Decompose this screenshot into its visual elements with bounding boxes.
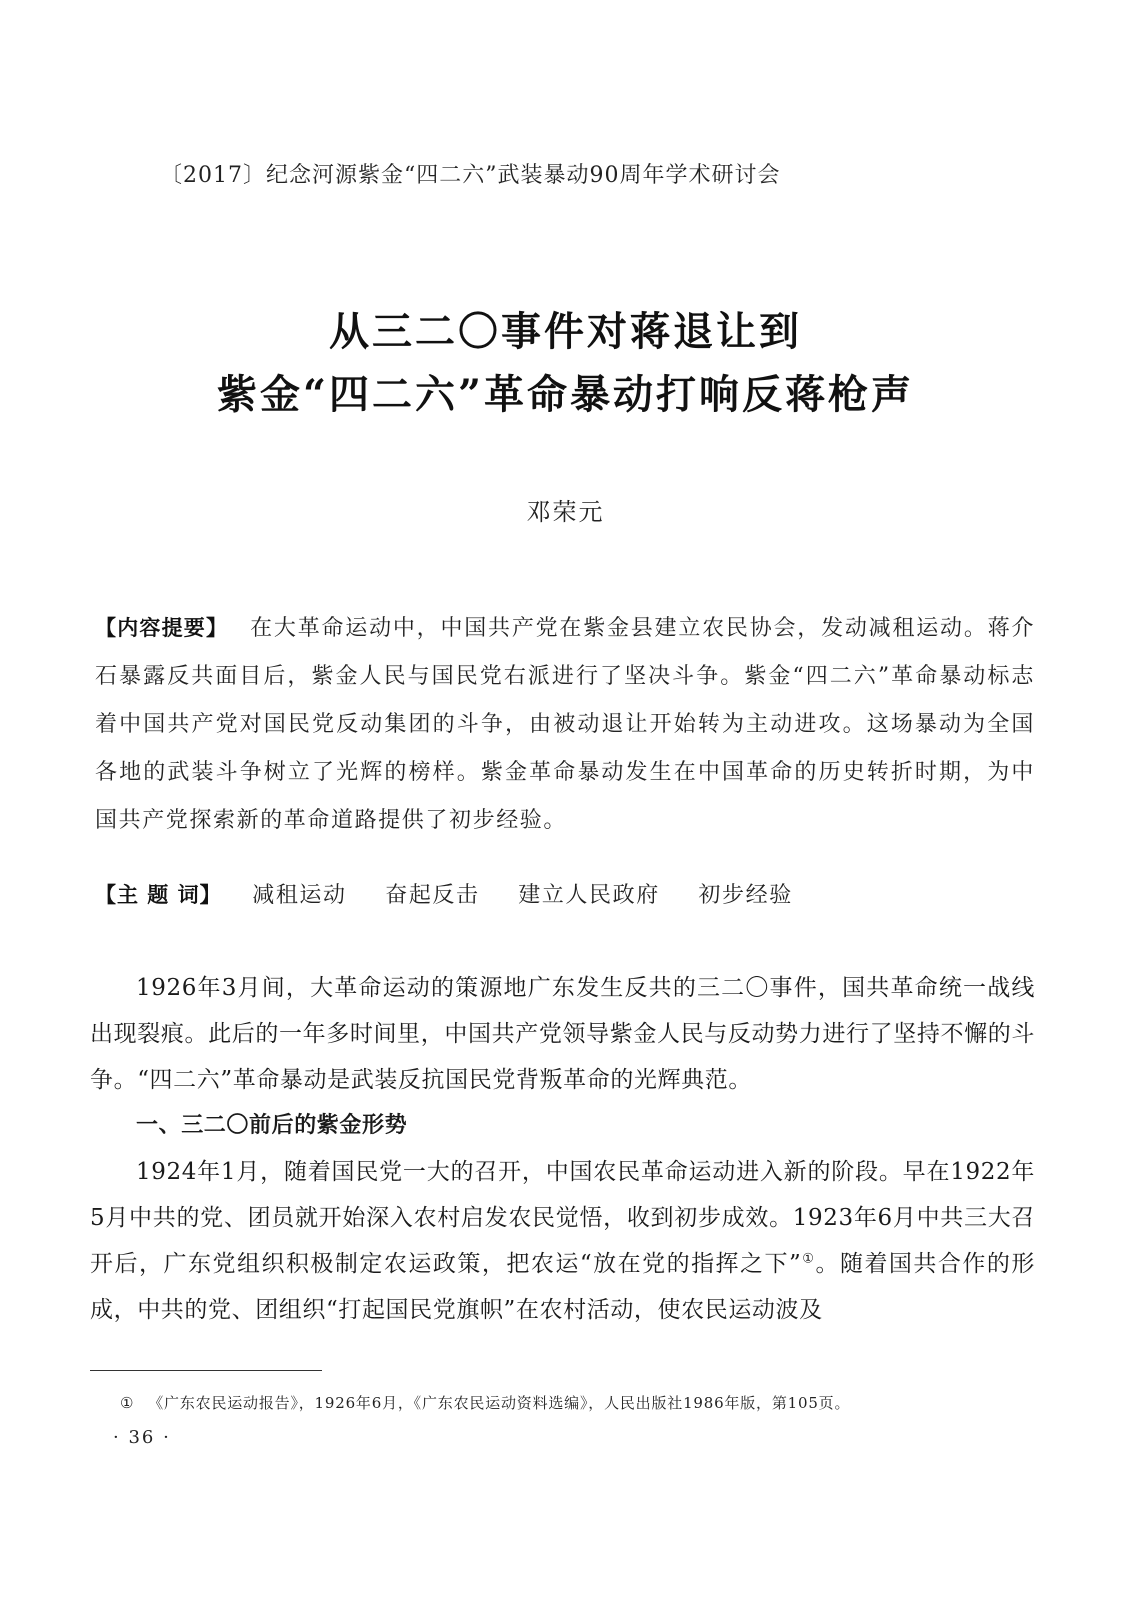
footnote-divider [90,1370,322,1371]
body-text-segment: 。随着国共合作的形成，中共的党、团组织“打起国民党旗帜”在农村活动，使农民运动波及 [90,1251,1035,1323]
footnote-marker: ① [120,1394,135,1412]
section-heading: 一、三二〇前后的紫金形势 [136,1113,408,1138]
article-body [90,965,1035,1333]
keyword-item: 减租运动 [252,883,347,908]
footnote-text: 《广东农民运动报告》，1926年6月，《广东农民运动资料选编》，人民出版社1986年版，第105页。 [148,1394,851,1412]
article-title-line-2: 紫金“四二六”革命暴动打响反蒋枪声 [216,371,914,418]
footnote [120,1392,850,1413]
page-number: · 36 · [113,1427,171,1448]
keywords-block [95,878,1035,909]
keyword-item: 建立人民政府 [518,883,660,908]
author-name: 邓荣元 [526,498,605,526]
body-text-segment: 1924年1月，随着国民党一大的召开，中国农民革命运动进入新的阶段。早在1922年5月中共的党、团员就开始深入农村启发农民觉悟，收到初步成效。1923年6月中共三大召开后，广东党组织积极制定农运政策，把农运“放在党的指挥之下” [90,1159,1035,1277]
keyword-item: 奋起反击 [385,883,480,908]
body-paragraph [90,1149,1035,1333]
keywords-label: 【主 题 词】 [95,883,222,907]
abstract-label: 【内容提要】 [95,616,229,640]
keyword-item: 初步经验 [698,883,793,908]
footnote-reference[interactable]: ① [801,1251,816,1267]
abstract-block [95,604,1035,845]
article-title-line-1: 从三二〇事件对蒋退让到 [329,308,802,355]
body-paragraph: 1926年3月间，大革命运动的策源地广东发生反共的三二〇事件，国共革命统一战线出现裂痕。此后的一年多时间里，中国共产党领导紫金人民与反动势力进行了坚持不懈的斗争。“四二六”革命暴动是武装反抗国民党背叛革命的光辉典范。 [90,975,1035,1093]
series-header: 〔2017〕纪念河源紫金“四二六”武装暴动90周年学术研讨会 [160,163,781,188]
abstract-text: 在大革命运动中，中国共产党在紫金县建立农民协会，发动减租运动。蒋介石暴露反共面目后，紫金人民与国民党右派进行了坚决斗争。紫金“四二六”革命暴动标志着中国共产党对国民党反动集团的斗争，由被动退让开始转为主动进攻。这场暴动为全国各地的武装斗争树立了光辉的榜样。紫金革命暴动发生在中国革命的历史转折时期，为中国共产党探索新的革命道路提供了初步经验。 [95,616,1035,833]
